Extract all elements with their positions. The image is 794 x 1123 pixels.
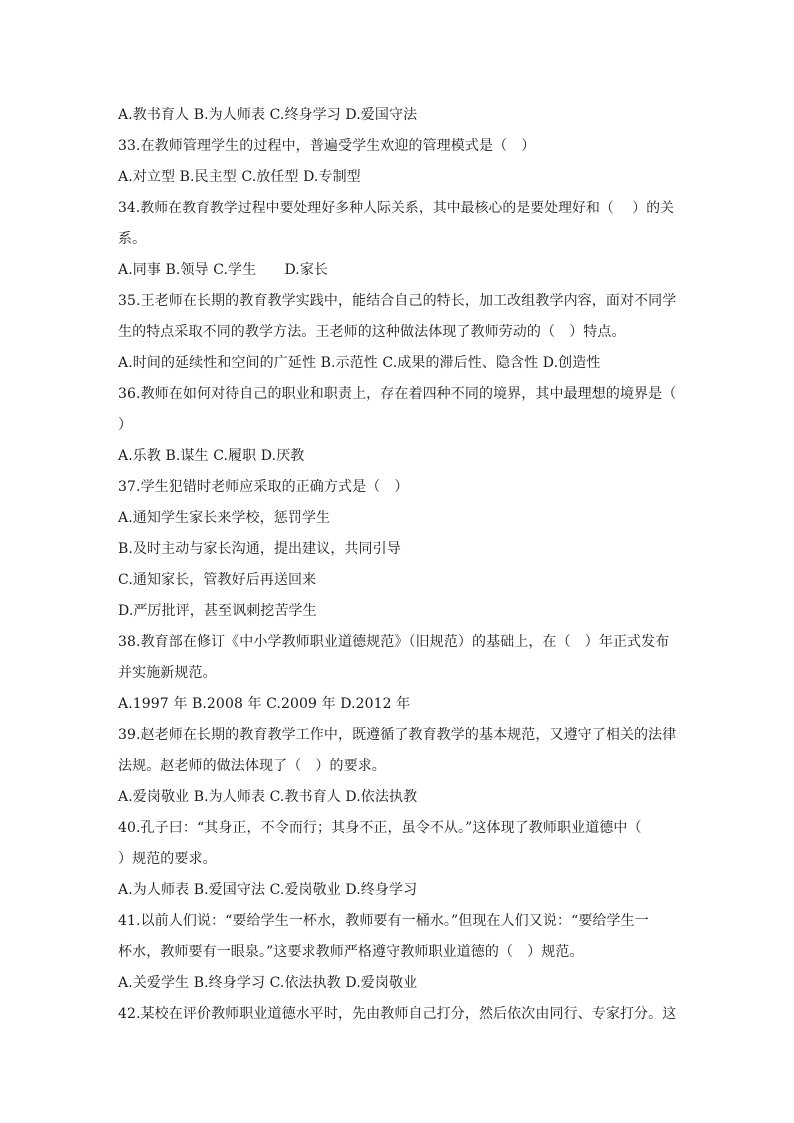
option-line-q34: A.同事 B.领导 C.学生 D.家长 — [118, 262, 329, 278]
question-41-line-2: 杯水，教师要有一眼泉。”这要求教师严格遵守教师职业道德的（ ）规范。 — [118, 944, 584, 960]
option-b-q37: B.及时主动与家长沟通，提出建议，共同引导 — [118, 541, 401, 557]
question-36-line-1: 36.教师在如何对待自己的职业和职责上，存在着四种不同的境界，其中最理想的境界是（ — [118, 386, 677, 402]
option-line-q36: A.乐教 B.谋生 C.履职 D.厌教 — [118, 448, 305, 464]
option-d-q37: D.严厉批评，甚至讽刺挖苦学生 — [118, 603, 317, 619]
question-35-line-2: 生的特点采取不同的教学方法。王老师的这种做法体现了教师劳动的（ ）特点。 — [118, 324, 626, 340]
question-39-line-1: 39.赵老师在长期的教育教学工作中，既遵循了教育教学的基本规范，又遵守了相关的法律 — [118, 727, 677, 743]
question-41-line-1: 41.以前人们说：“要给学生一杯水，教师要有一桶水。”但现在人们又说：“要给学生一 — [118, 913, 649, 929]
question-37: 37.学生犯错时老师应采取的正确方式是（ ） — [118, 479, 409, 495]
option-line-q32: A.教书育人 B.为人师表 C.终身学习 D.爱国守法 — [118, 107, 418, 123]
question-38-line-1: 38.教育部在修订《中小学教师职业道德规范》（旧规范）的基础上，在（ ）年正式发布 — [118, 634, 670, 650]
option-line-q33: A.对立型 B.民主型 C.放任型 D.专制型 — [118, 169, 361, 185]
option-line-q41: A.关爱学生 B.终身学习 C.依法执教 D.爱岗敬业 — [118, 975, 418, 991]
question-40-line-2: ）规范的要求。 — [118, 851, 217, 867]
question-40-line-1: 40.孔子曰：“其身正，不令而行；其身不正，虽令不从。”这体现了教师职业道德中（ — [118, 820, 642, 836]
question-36-line-2: ） — [118, 417, 133, 433]
option-c-q37: C.通知家长，管教好后再送回来 — [118, 572, 317, 588]
question-34-line-2: 系。 — [118, 231, 147, 247]
option-line-q39: A.爱岗敬业 B.为人师表 C.教书育人 D.依法执教 — [118, 789, 418, 805]
question-38-line-2: 并实施新规范。 — [118, 665, 217, 681]
option-a-q37: A.通知学生家长来学校，惩罚学生 — [118, 510, 331, 526]
question-39-line-2: 法规。赵老师的做法体现了（ ）的要求。 — [118, 758, 386, 774]
option-line-q35: A.时间的延续性和空间的广延性 B.示范性 C.成果的滞后性、隐含性 D.创造性 — [118, 355, 601, 371]
question-33: 33.在教师管理学生的过程中，普遍受学生欢迎的管理模式是（ ） — [118, 138, 536, 154]
question-list — [118, 100, 678, 1030]
option-line-q38: A.1997 年 B.2008 年 C.2009 年 D.2012 年 — [118, 696, 411, 712]
option-line-q40: A.为人师表 B.爱国守法 C.爱岗敬业 D.终身学习 — [118, 882, 418, 898]
question-34-line-1: 34.教师在教育教学过程中要处理好多种人际关系，其中最核心的是要处理好和（ ）的关 — [118, 200, 675, 216]
question-35-line-1: 35.王老师在长期的教育教学实践中，能结合自己的特长，加工改组教学内容，面对不同学 — [118, 293, 677, 309]
question-42-line-1: 42.某校在评价教师职业道德水平时，先由教师自己打分，然后依次由同行、专家打分。这 — [118, 1006, 677, 1022]
